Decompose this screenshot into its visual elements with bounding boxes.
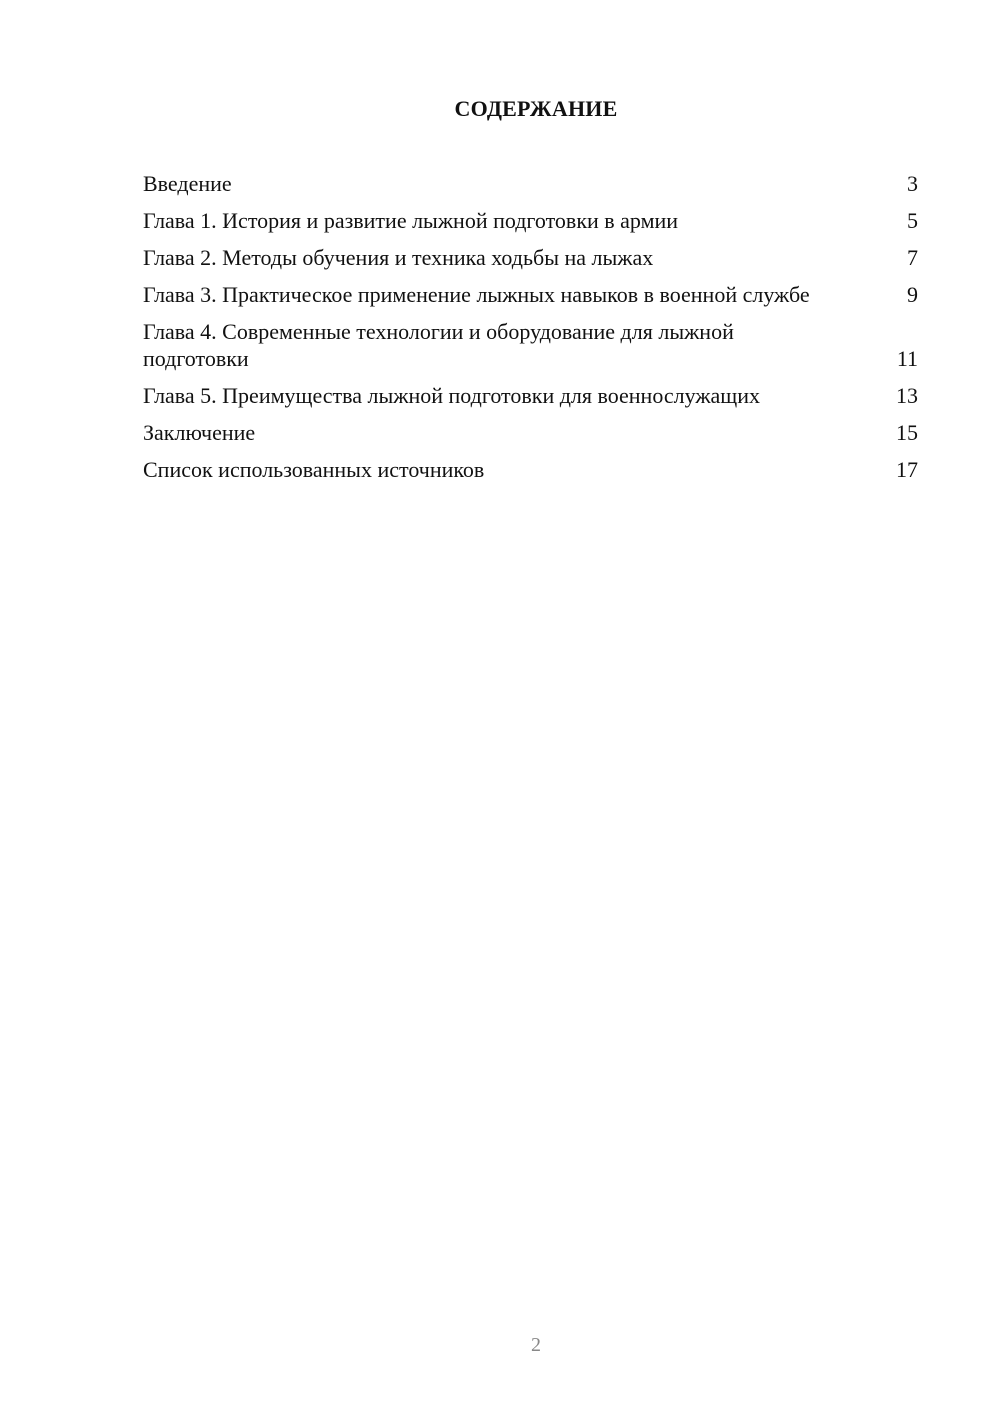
toc-entry-chapter-1: [143, 207, 918, 234]
toc-entry-text: Список использованных источников: [143, 457, 485, 482]
toc-entry-page: 9: [907, 282, 918, 307]
toc-entry-page: 17: [896, 457, 918, 482]
toc-entry-text: Глава 2. Методы обучения и техника ходьбы на лыжах: [143, 245, 654, 270]
toc-entry-page: 5: [907, 208, 918, 233]
toc-entry-text: Заключение: [143, 420, 256, 445]
toc-entry-text: Глава 1. История и развитие лыжной подготовки в армии: [143, 208, 679, 233]
toc-entry-references: [143, 456, 918, 483]
toc-entry-chapter-2: [143, 244, 918, 271]
toc-entry-page: 11: [896, 346, 918, 371]
toc-entry-chapter-3: [143, 281, 918, 308]
toc-entry-page: 15: [896, 420, 918, 445]
toc-title: СОДЕРЖАНИЕ: [454, 96, 618, 121]
toc-entry-text: Глава 5. Преимущества лыжной подготовки для военнослужащих: [143, 383, 760, 408]
toc-list: [143, 170, 918, 493]
page-number: 2: [531, 1334, 541, 1356]
toc-entry-chapter-4: [143, 318, 918, 372]
toc-entry-page: 7: [907, 245, 918, 270]
toc-entry-text: Глава 3. Практическое применение лыжных навыков в военной службе: [143, 282, 810, 307]
toc-entry-page: 3: [907, 171, 918, 196]
toc-entry-text: Глава 4. Современные технологии и оборудование для лыжной подготовки: [143, 319, 734, 371]
toc-entry-text: Введение: [143, 171, 232, 196]
toc-entry-chapter-5: [143, 382, 918, 409]
toc-entry-conclusion: [143, 419, 918, 446]
toc-entry-page: 13: [896, 383, 918, 408]
toc-entry-introduction: [143, 170, 918, 197]
